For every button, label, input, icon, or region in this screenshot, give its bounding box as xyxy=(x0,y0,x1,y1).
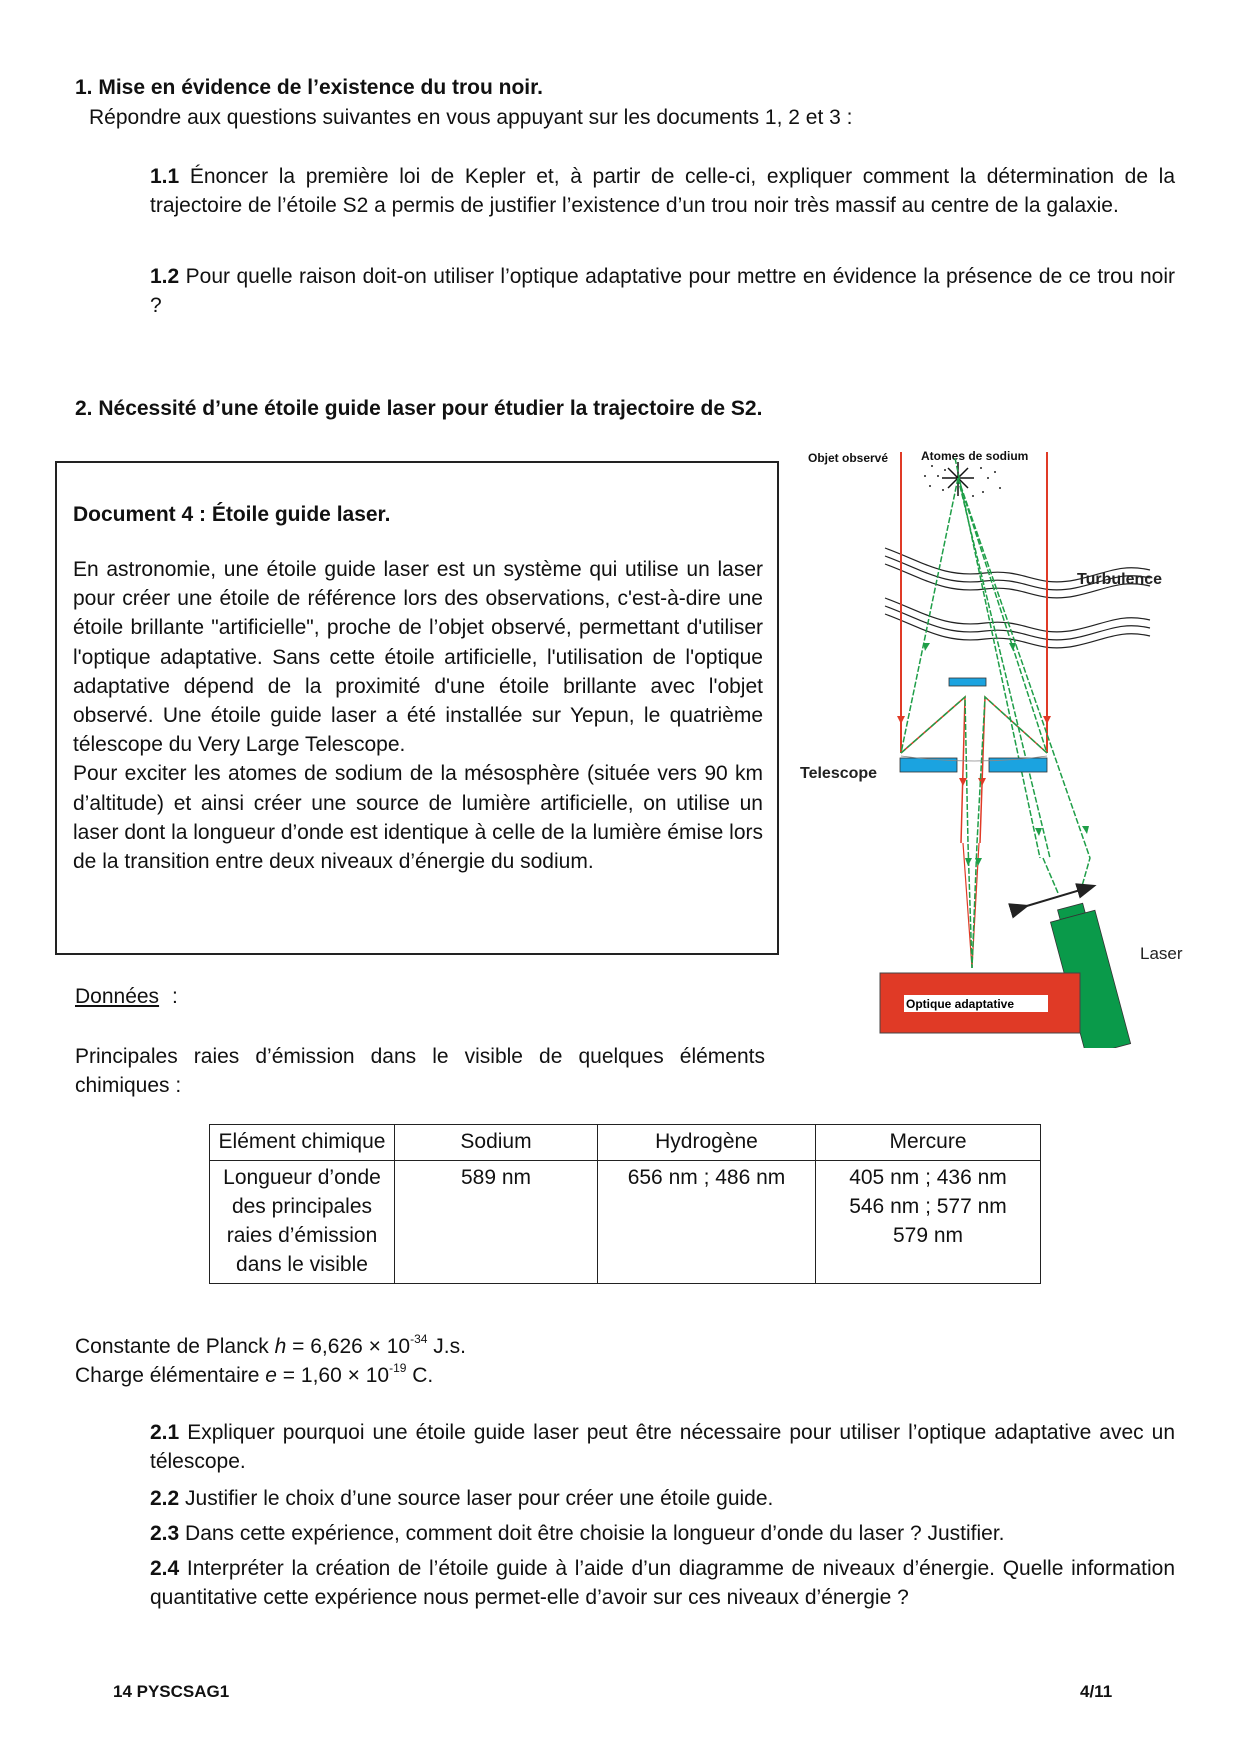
question-number: 2.3 xyxy=(150,1522,180,1545)
question-number: 2.1 xyxy=(150,1421,180,1444)
question-text: Pour quelle raison doit-on utiliser l’optique adaptative pour mettre en évidence la présence de ce trou noir ? xyxy=(150,265,1175,317)
footer-page-number: 4/11 xyxy=(1080,1682,1113,1701)
table-header-cell: Elément chimique xyxy=(210,1125,395,1161)
table-cell-mercure xyxy=(816,1161,1041,1284)
constant-label: Charge élémentaire xyxy=(75,1364,266,1387)
constant-value: = 1,60 × 10 xyxy=(276,1364,390,1387)
section-2-heading: 2. Nécessité d’une étoile guide laser pour étudier la trajectoire de S2. xyxy=(75,397,763,420)
constant-exponent: -19 xyxy=(389,1361,407,1375)
wavelength-value: 589 nm xyxy=(460,1166,532,1189)
telescope xyxy=(900,678,1047,772)
question-2-3 xyxy=(150,1519,1175,1548)
document-4-body xyxy=(73,555,763,876)
red-arrowheads xyxy=(897,716,1051,786)
label-telescope: Telescope xyxy=(800,765,878,782)
question-2-2 xyxy=(150,1484,1175,1513)
table-header-cell: Mercure xyxy=(816,1125,1041,1161)
document-4-paragraph: En astronomie, une étoile guide laser est un système qui utilise un laser pour créer une étoile de référence lors des observations, c'est-à-dire une étoile brillante "artificielle", proche de l’objet observé, permettant d'utiliser l'optique adaptative. Sans cette étoile artificielle, l'utilisation de l'optique adaptative dépend de la proximité d'une étoile brillante avec l'objet observé. Une étoile guide laser a été installée sur Yepun, le quatrième télescope du Very Large Telescope. xyxy=(73,558,763,757)
donnees-label: Données xyxy=(75,985,160,1008)
document-4-box xyxy=(55,461,779,955)
label-turbulence: Turbulence xyxy=(1077,571,1163,588)
wavelength-value: 656 nm ; 486 nm xyxy=(627,1166,786,1189)
emission-lines-table xyxy=(209,1124,1041,1284)
table-row-label: Longueur d’onde des principales raies d’émission dans le visible xyxy=(210,1161,395,1284)
table-row xyxy=(210,1161,1041,1284)
question-text: Expliquer pourquoi une étoile guide laser peut être nécessaire pour utiliser l’optique adaptative avec un télescope. xyxy=(150,1421,1175,1473)
section-1-intro: Répondre aux questions suivantes en vous appuyant sur les documents 1, 2 et 3 : xyxy=(89,106,853,129)
label-laser: Laser xyxy=(1140,944,1183,963)
question-number: 2.2 xyxy=(150,1487,180,1510)
laser-beams xyxy=(901,458,1090,968)
constant-label: Constante de Planck xyxy=(75,1335,275,1358)
label-observed-object: Objet observé xyxy=(808,451,889,465)
question-2-4 xyxy=(150,1554,1175,1612)
question-text: Interpréter la création de l’étoile guide à l’aide d’un diagramme de niveaux d’énergie. Quelle information quantitative cette expérience nous permet-elle d’avoir sur ces niveaux d’énergie ? xyxy=(150,1557,1175,1609)
question-number: 1.2 xyxy=(150,265,180,288)
table-header-row xyxy=(210,1125,1041,1161)
table-cell-hydrogene xyxy=(598,1161,816,1284)
wavelength-value: 546 nm ; 577 nm xyxy=(849,1195,1007,1218)
constant-symbol: e xyxy=(265,1364,277,1387)
constant-value: = 6,626 × 10 xyxy=(286,1335,411,1358)
elementary-charge xyxy=(75,1361,434,1388)
question-text: Énoncer la première loi de Kepler et, à partir de celle-ci, expliquer comment la détermination de la trajectoire de l’étoile S2 a permis de justifier l’existence d’un trou noir très massif au centre de la galaxie. xyxy=(150,165,1175,217)
constant-unit: J.s. xyxy=(427,1335,466,1358)
wavelength-value: 405 nm ; 436 nm xyxy=(849,1166,1007,1189)
question-2-1 xyxy=(150,1418,1175,1476)
planck-constant xyxy=(75,1332,466,1359)
wavelength-value: 579 nm xyxy=(892,1224,964,1247)
donnees-colon: : xyxy=(172,985,178,1008)
footer-exam-code: 14 PYSCSAG1 xyxy=(113,1682,230,1701)
secondary-mirror xyxy=(949,678,986,686)
question-number: 1.1 xyxy=(150,165,180,188)
label-sodium-atoms: Atomes de sodium xyxy=(921,449,1029,463)
constant-symbol: h xyxy=(274,1335,287,1358)
question-1-2 xyxy=(150,262,1175,320)
constant-exponent: -34 xyxy=(410,1332,428,1346)
document-4-title: Document 4 : Étoile guide laser. xyxy=(73,503,391,526)
constant-unit: C. xyxy=(406,1364,434,1387)
label-adaptive-optics: Optique adaptative xyxy=(906,997,1015,1011)
question-text: Dans cette expérience, comment doit être choisie la longueur d’onde du laser ? Justifier. xyxy=(179,1522,1005,1545)
question-1-1 xyxy=(150,162,1175,220)
question-number: 2.4 xyxy=(150,1557,180,1580)
table-header-cell: Hydrogène xyxy=(598,1125,816,1161)
table-header-cell: Sodium xyxy=(395,1125,598,1161)
section-1-heading: 1. Mise en évidence de l’existence du trou noir. xyxy=(75,76,543,99)
table-cell-sodium xyxy=(395,1161,598,1284)
question-text: Justifier le choix d’une source laser pour créer une étoile guide. xyxy=(179,1487,774,1510)
turbulence-waves xyxy=(885,548,1150,648)
laser-guide-star-diagram xyxy=(785,448,1215,1048)
emission-intro: Principales raies d’émission dans le visible de quelques éléments chimiques : xyxy=(75,1045,765,1097)
document-4-paragraph: Pour exciter les atomes de sodium de la mésosphère (située vers 90 km d’altitude) et ainsi créer une source de lumière artificielle, on utilise un laser dont la longueur d’onde est identique à celle de la lumière émise lors de la transition entre deux niveaux d’énergie du sodium. xyxy=(73,762,763,874)
